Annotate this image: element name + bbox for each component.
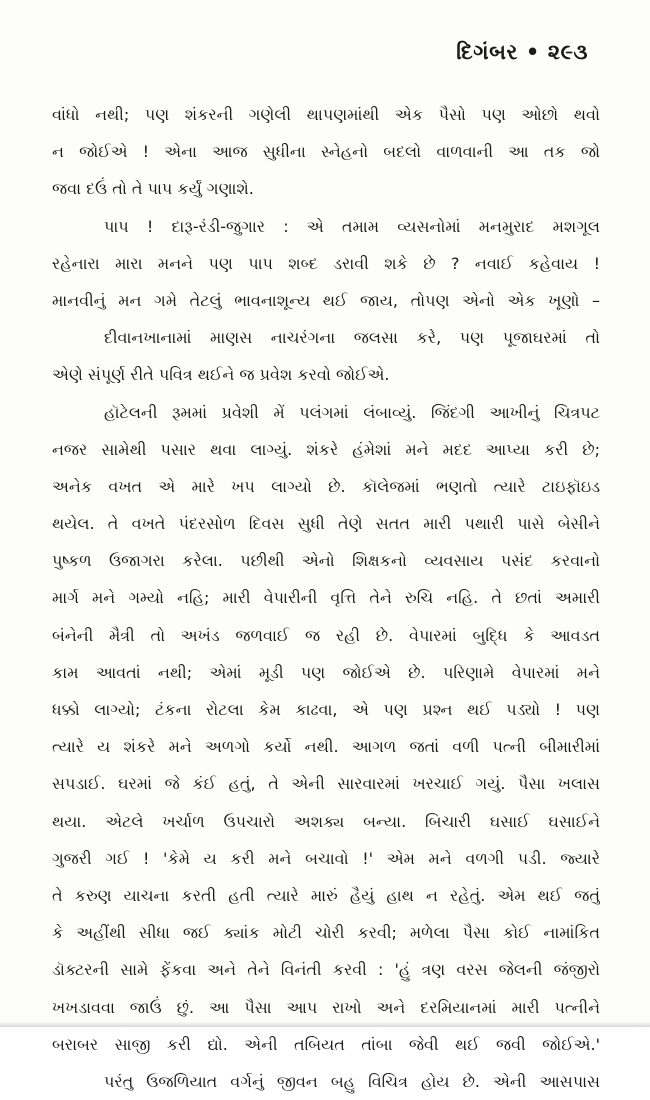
page-number: ૨૯૩ [547, 40, 588, 64]
text-line: કામ આવતાં નથી; એમાં મૂડી પણ જોઈએ છે. પરિણામે વેપારમાં મને [52, 662, 600, 682]
text-line: રહેનારા મારા મનને પણ પાપ શબ્દ ડરાવી શકે છે ? નવાઈ કહેવાય ! [52, 253, 600, 273]
text-line: પુષ્કળ ઉજાગરા કરેલા. પછીથી એનો શિક્ષકનો વ્યવસાય પસંદ કરવાનો [52, 551, 600, 571]
text-line: પાપ ! દારૂ-રંડી-જુગાર : એ તમામ વ્યસનોમાં મનમુરાદ મશગૂલ [104, 216, 600, 236]
header-separator: • [525, 40, 540, 64]
page-bottom-edge [0, 1021, 650, 1027]
text-line: ગુજરી ગઈ ! 'કેમે ય કરી મને બચાવો !' એમ મને વળગી પડી. જ્યારે [52, 848, 600, 868]
text-line: ખખડાવવા જાઉં છું. આ પૈસા આપ રાખો અને દરમિયાનમાં મારી પત્નીને [52, 997, 600, 1017]
page-body [52, 96, 600, 1100]
text-line: તે કરુણ યાચના કરતી હતી ત્યારે મારું હૈયું હાથ ન રહેતું. એમ થઈ જતું [52, 885, 600, 905]
text-line: અનેક વખત એ મારે ખપ લાગ્યો છે. કૉલેજમાં ભણતો ત્યારે ટાઇફૉઇડ [52, 476, 600, 496]
text-line: કે અહીંથી સીધા જઈ ક્યાંક મોટી ચોરી કરવી; મળેલા પૈસા કોઈ નામાંકિત [52, 923, 600, 943]
text-line: માનવીનું મન ગમે તેટલું ભાવનાશૂન્ય થઈ જાય, તોપણ એનો એક ખૂણો – [52, 290, 600, 310]
text-line: ન જોઈએ ! એના આજ સુધીના સ્નેહનો બદલો વાળવાની આ તક જો [52, 142, 600, 162]
text-line: હૉટેલની રૂમમાં પ્રવેશી મેં પલંગમાં લંબાવ્યું. જિંદગી આખીનું ચિત્રપટ [104, 402, 600, 422]
text-line: ડૉક્ટરની સામે ફેંકવા અને તેને વિનંતી કરવી : 'હું ત્રણ વરસ જેલની જંજીરો [52, 960, 600, 980]
text-line: ત્યારે ય શંકરે મને અળગો કર્યો નથી. આગળ જતાં વળી પત્ની બીમારીમાં [52, 737, 600, 757]
text-line: માર્ગ મને ગમ્યો નહિ; મારી વેપારીની વૃત્તિ તેને રુચિ નહિ. તે છતાં અમારી [52, 588, 600, 608]
text-line: સપડાઈ. ઘરમાં જે કંઈ હતું, તે એની સારવારમાં ખરચાઈ ગયું. પૈસા ખલાસ [52, 774, 600, 794]
text-line: બંનેની મૈત્રી તો અખંડ જળવાઈ જ રહી છે. વેપારમાં બુદ્ધિ કે આવડત [52, 625, 600, 645]
text-line: થયા. એટલે ખર્ચાળ ઉપચારો અશક્ય બન્યા. બિચારી ઘસાઈ ઘસાઈને [52, 811, 600, 831]
chapter-title: દિગંબર [456, 40, 518, 64]
text-line: પરંતુ ઉજળિયાત વર્ગનું જીવન બહુ વિચિત્ર હોય છે. એની આસપાસ [104, 1071, 600, 1091]
text-line: નજર સામેથી પસાર થવા લાગ્યું. શંકરે હંમેશાં મને મદદ આપ્યા કરી છે; [52, 439, 600, 459]
text-line: એણે સંપૂર્ણ રીતે પવિત્ર થઈને જ પ્રવેશ કરવો જોઈએ. [52, 365, 390, 385]
text-line: બરાબર સાજી કરી દ્યો. એની તબિયત તાંબા જેવી થઈ જવી જોઈએ.' [52, 1034, 600, 1054]
text-line: વાંધો નથી; પણ શંકરની ગણેલી થાપણમાંથી એક પૈસો પણ ઓછો થવો [52, 105, 600, 124]
text-line: જવા દઉં તો તે પાપ કર્યું ગણાશે. [52, 179, 254, 199]
text-line: ધક્કો લાગ્યો; ટંકના રોટલા કેમ કાઢવા, એ પણ પ્રશ્ન થઈ પડ્યો ! પણ [52, 700, 600, 719]
running-header [456, 40, 588, 65]
text-line: દીવાનખાનામાં માણસ નાચરંગના જલસા કરે, પણ પૂજાઘરમાં તો [104, 328, 600, 348]
text-line: થયેલ. તે વખતે પંદરસોળ દિવસ સુધી તેણે સતત મારી પથારી પાસે બેસીને [52, 514, 600, 534]
